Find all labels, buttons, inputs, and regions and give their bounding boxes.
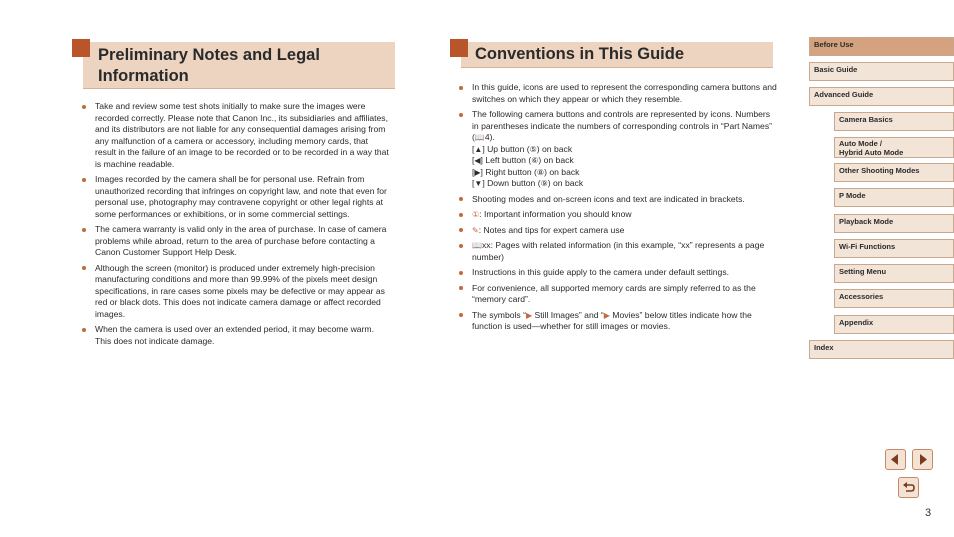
list-item: The following camera buttons and controls are represented by icons. Numbers in parentheses indicate the numbers of corresponding controls in “Part Names” (📖4). [▲] Up button (⑤) on back [◀] Left button (⑥) on back [▶] Right button (⑧) on back [▼] Down button (⑨) on back [460, 109, 778, 190]
up-button-text: ] Up button ( [482, 143, 530, 154]
down-button-end: ) on back [547, 178, 584, 188]
symbols-text-a: The symbols “ [472, 309, 526, 320]
nav-other-shooting-modes[interactable]: Other Shooting Modes [834, 163, 954, 182]
up-button-end: ) on back [536, 143, 573, 154]
page-ref-text: xx: Pages with related information (in this example, “xx” represents a page number) [472, 240, 765, 262]
book-icon: 📖 [474, 133, 485, 142]
section-title-conventions: Conventions in This Guide [475, 45, 685, 63]
conventions-list [460, 82, 778, 337]
nav-index[interactable]: Index [809, 340, 954, 359]
control-number-icon: ⑨ [540, 179, 548, 188]
list-item: Although the screen (monitor) is produced under extremely high-precision manufacturing conditions and more than 99.99% of the pixels meet design specifications, in rare cases some pixels may be defective or may appear as red or black dots. This does not indicate camera damage or affect recorded images. [83, 263, 389, 321]
nav-advanced-guide[interactable]: Advanced Guide [809, 87, 954, 106]
controls-intro: The following camera buttons and controls are represented by icons. Numbers in parentheses indicate the numbers of corresponding controls in “Part Names” ( [472, 109, 772, 142]
nav-auto-mode[interactable] [834, 137, 954, 158]
section-marker [72, 39, 90, 57]
list-item: The camera warranty is valid only in the area of purchase. In case of camera problems while abroad, return to the area of purchase before contacting a Canon Customer Support Help Desk. [83, 224, 389, 259]
nav-accessories[interactable]: Accessories [834, 289, 954, 308]
right-button-text: ] Right button ( [480, 166, 537, 177]
nav-auto-mode-line2: Hybrid Auto Mode [839, 148, 904, 157]
prev-page-button[interactable] [885, 449, 906, 470]
list-item: Shooting modes and on-screen icons and text are indicated in brackets. [460, 194, 778, 206]
left-button-end: ) on back [538, 155, 574, 165]
list-item: In this guide, icons are used to represent the corresponding camera buttons and switches on which they appear or which they resemble. [460, 82, 778, 105]
list-item: When the camera is used over an extended period, it may become warm. This does not indicate damage. [83, 324, 389, 347]
page-number: 3 [925, 507, 932, 519]
nav-playback-mode[interactable]: Playback Mode [834, 214, 954, 233]
nav-camera-basics[interactable]: Camera Basics [834, 112, 954, 131]
section-header-legal [83, 42, 395, 89]
control-number-icon: ⑤ [529, 144, 537, 154]
nav-wifi-functions[interactable]: Wi-Fi Functions [834, 239, 954, 258]
nav-basic-guide[interactable]: Basic Guide [809, 62, 954, 81]
list-item [460, 209, 778, 221]
section-header-conventions [461, 42, 773, 68]
left-arrow-icon: ◀ [474, 156, 481, 165]
control-number-icon: ⑥ [531, 156, 539, 165]
right-button-end: ) on back [544, 166, 580, 177]
important-icon: ① [472, 210, 480, 219]
important-text: : Important information you should know [479, 209, 632, 219]
right-arrow-icon: ▶ [474, 167, 481, 177]
nav-p-mode[interactable]: P Mode [834, 188, 954, 207]
nav-before-use[interactable]: Before Use [809, 37, 954, 56]
section-marker [450, 39, 468, 57]
control-number-icon: ⑧ [536, 167, 545, 177]
play-triangle-icon: ▶ [603, 310, 610, 320]
nav-appendix[interactable]: Appendix [834, 315, 954, 334]
symbols-text-c: Movies” below titles indicate how the function is used—whether for still images or movies. [472, 309, 752, 331]
nav-auto-mode-line1: Auto Mode / [839, 139, 882, 148]
return-icon [899, 478, 918, 497]
right-arrow-icon [913, 450, 932, 469]
down-arrow-icon: ▼ [474, 179, 483, 188]
list-item [460, 240, 778, 263]
section-title-legal: Preliminary Notes and Legal Information [98, 46, 320, 85]
list-item [460, 310, 778, 333]
part-names-page: 4). [484, 132, 495, 142]
legal-notes-list [83, 101, 389, 351]
symbols-text-b: Still Images” and “ [532, 309, 604, 320]
pencil-icon: ✎ [472, 225, 479, 235]
nav-setting-menu[interactable]: Setting Menu [834, 264, 954, 283]
left-arrow-icon [886, 450, 905, 469]
book-icon: 📖 [472, 241, 482, 250]
list-item: Instructions in this guide apply to the camera under default settings. [460, 267, 778, 279]
list-item [460, 225, 778, 237]
list-item: For convenience, all supported memory cards are simply referred to as the “memory card”. [460, 283, 778, 306]
return-button[interactable] [898, 477, 919, 498]
next-page-button[interactable] [912, 449, 933, 470]
left-button-text: ] Left button ( [480, 155, 532, 165]
up-arrow-icon: ▲ [474, 144, 483, 154]
list-item: Images recorded by the camera shall be for personal use. Refrain from unauthorized recording that infringes on copyright law, and note that even for personal use, photography may contravene copyright or other legal rights at some performances or exhibitions, or in some commercial settings. [83, 174, 389, 220]
down-button-text: ] Down button ( [482, 178, 541, 188]
tips-text: : Notes and tips for expert camera use [478, 224, 625, 235]
play-triangle-icon: ▶ [525, 310, 533, 320]
list-item: Take and review some test shots initially to make sure the images were recorded correctly. Please note that Canon Inc., its subsidiaries and affiliates, and its distributors are not liable for any consequential damages arising from any malfunction of a camera or accessory, including memory cards, that result in the failure of an image to be recorded or to be recorded in a way that is machine readable. [83, 101, 389, 170]
